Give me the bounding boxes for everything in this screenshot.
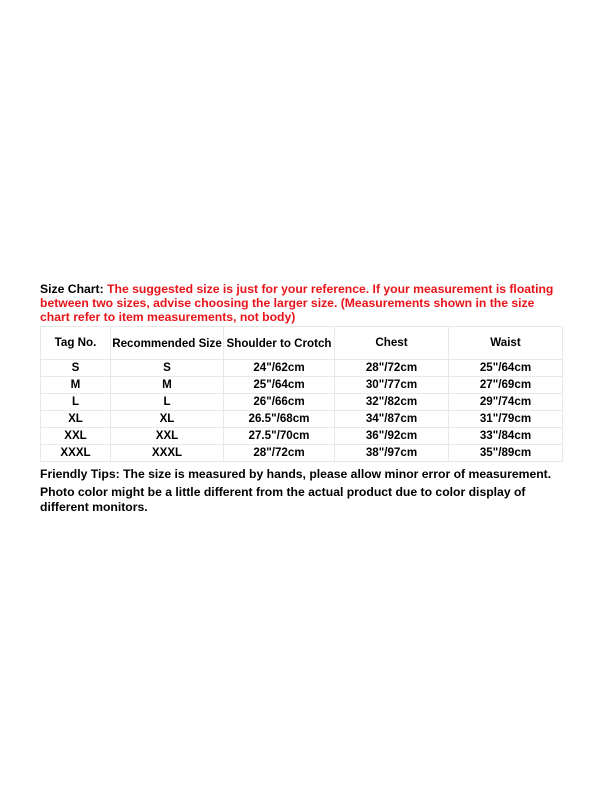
table-row [41,394,563,411]
size-chart-note: The suggested size is just for your reference. If your measurement is floating between two sizes, advise choosing the larger size. (Measurements shown in the size chart refer to item measurements, not body) [40,282,554,324]
column-header-recommended-size: Recommended Size [111,327,224,360]
shoulder-to-crotch-cell: 24"/62cm [224,360,335,377]
tag-no-cell: M [41,377,111,394]
chest-cell: 38"/97cm [335,445,449,462]
chest-cell: 32"/82cm [335,394,449,411]
shoulder-to-crotch-cell: 26.5"/68cm [224,411,335,428]
chest-cell: 36"/92cm [335,428,449,445]
chest-cell: 34"/87cm [335,411,449,428]
column-header-chest: Chest [335,327,449,360]
table-row [41,360,563,377]
photo-color-note: Photo color might be a little different from the actual product due to color display of different monitors. [40,485,526,514]
waist-cell: 29"/74cm [449,394,563,411]
recommended-size-cell: S [111,360,224,377]
tag-no-cell: S [41,360,111,377]
chest-cell: 28"/72cm [335,360,449,377]
shoulder-to-crotch-cell: 26"/66cm [224,394,335,411]
column-header-waist: Waist [449,327,563,360]
recommended-size-cell: XL [111,411,224,428]
chest-cell: 30"/77cm [335,377,449,394]
column-header-shoulder-to-crotch: Shoulder to Crotch [224,327,335,360]
shoulder-to-crotch-cell: 28"/72cm [224,445,335,462]
table-row [41,377,563,394]
waist-cell: 27"/69cm [449,377,563,394]
tag-no-cell: XL [41,411,111,428]
size-chart-intro [40,282,562,324]
tag-no-cell: XXXL [41,445,111,462]
tag-no-cell: XXL [41,428,111,445]
recommended-size-cell: L [111,394,224,411]
recommended-size-cell: XXXL [111,445,224,462]
waist-cell: 31"/79cm [449,411,563,428]
column-header-tag-no: Tag No. [41,327,111,360]
shoulder-to-crotch-cell: 27.5"/70cm [224,428,335,445]
size-chart-section [40,282,562,515]
table-header-row [41,327,563,360]
recommended-size-cell: XXL [111,428,224,445]
table-row [41,411,563,428]
size-chart-label: Size Chart: [40,282,104,296]
waist-cell: 25"/64cm [449,360,563,377]
table-row [41,445,563,462]
waist-cell: 35"/89cm [449,445,563,462]
size-chart-table [40,326,563,462]
waist-cell: 33"/84cm [449,428,563,445]
shoulder-to-crotch-cell: 25"/64cm [224,377,335,394]
tag-no-cell: L [41,394,111,411]
friendly-tips-text: Friendly Tips: The size is measured by hands, please allow minor error of measurement. [40,467,552,481]
recommended-size-cell: M [111,377,224,394]
table-row [41,428,563,445]
